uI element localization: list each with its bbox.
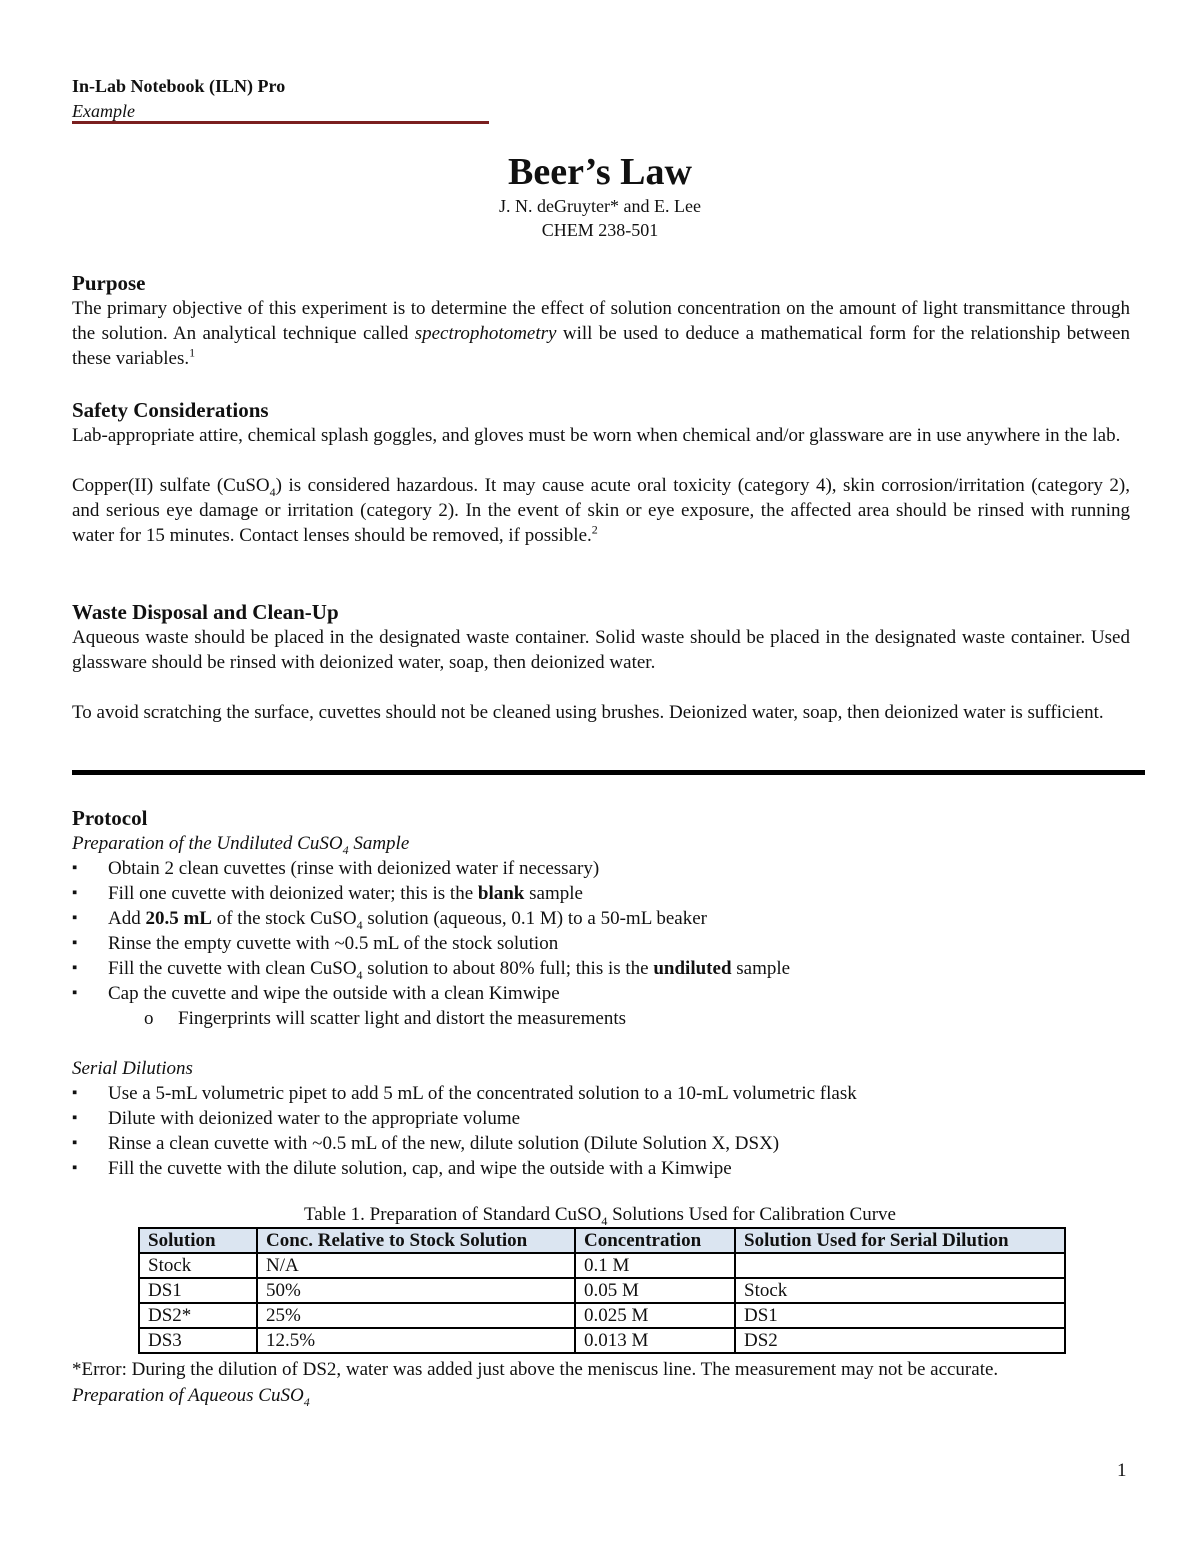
list-item: ▪ Dilute with deionized water to the appropriate volume (72, 1106, 1130, 1131)
notebook-title: In-Lab Notebook (ILN) Pro (72, 76, 286, 96)
document-title: Beer’s Law (508, 151, 692, 193)
table-cell: 0.05 M (575, 1278, 735, 1303)
list-item: ▪ Fill the cuvette with the dilute solution, cap, and wipe the outside with a Kimwipe (72, 1156, 1130, 1181)
table-cell: DS3 (139, 1328, 257, 1353)
column-header: Solution Used for Serial Dilution (735, 1228, 1065, 1253)
term-spectrophotometry: spectrophotometry (414, 323, 557, 344)
purpose-heading: Purpose (72, 271, 146, 295)
reference-1: 1 (189, 345, 196, 360)
table-cell: 0.025 M (575, 1303, 735, 1328)
table-row (139, 1253, 1065, 1278)
error-note: *Error: During the dilution of DS2, water was added just above the meniscus line. The measurement may not be accurate. (72, 1359, 999, 1380)
list-item: ▪ Fill one cuvette with deionized water; this is the blank sample (72, 881, 1130, 906)
table-cell: DS1 (735, 1303, 1065, 1328)
protocol-heading: Protocol (72, 806, 148, 830)
table-cell: 50% (257, 1278, 575, 1303)
list-item: ▪ Fill the cuvette with clean CuSO$_4$ solution to about 80% full; this is the undiluted sample (72, 956, 1130, 981)
document-course: CHEM 238-501 (541, 220, 659, 240)
safety-paragraph-2: Copper(II) sulfate (CuSO$_4$) is considered hazardous. It may cause acute oral toxicity (category 4), skin corrosion/irritation (category 2), and serious eye damage or irritation (category 2). In the event of skin or eye exposure, the affected area should be rinsed with running water for 15 minutes. Contact lenses should be removed, if possible.$^2$ (72, 475, 1130, 546)
table-row (139, 1278, 1065, 1303)
list-item: ▪ Add 20.5 mL of the stock CuSO$_4$ solution (aqueous, 0.1 M) to a 50-mL beaker (72, 906, 1130, 931)
table-row (139, 1328, 1065, 1353)
table-header-row (139, 1228, 1065, 1253)
serial-dilutions-subheading: Serial Dilutions (72, 1058, 193, 1079)
table-cell: DS2* (139, 1303, 257, 1328)
table-cell: 25% (257, 1303, 575, 1328)
serial-dilution-steps (72, 1081, 1130, 1181)
purpose-text: The primary objective of this experiment is to determine the effect of solution concentration on the amount of light transmittance through the solution. An analytical technique called spectrophotometry will be used to deduce a mathematical form for the relationship between these variables.$^1$ (72, 298, 1130, 369)
next-subheading: Preparation of Aqueous CuSO$_4$ (72, 1385, 310, 1409)
header-rule (72, 121, 489, 124)
document-authors: J. N. deGruyter* and E. Lee (499, 196, 701, 216)
column-header: Conc. Relative to Stock Solution (257, 1228, 575, 1253)
undiluted-steps (72, 856, 1130, 1006)
list-item: ▪ Cap the cuvette and wipe the outside with a clean Kimwipe (72, 981, 1130, 1006)
table-cell: DS2 (735, 1328, 1065, 1353)
undiluted-substeps (72, 1006, 1130, 1031)
waste-section (72, 599, 1130, 725)
table-cell (735, 1253, 1065, 1278)
table-row (139, 1303, 1065, 1328)
table-cell: N/A (257, 1253, 575, 1278)
list-item: o Fingerprints will scatter light and distort the measurements (72, 1006, 1130, 1031)
list-item: ▪ Obtain 2 clean cuvettes (rinse with deionized water if necessary) (72, 856, 1130, 881)
table-cell: Stock (735, 1278, 1065, 1303)
table-cell: 0.013 M (575, 1328, 735, 1353)
standards-table (138, 1227, 1066, 1354)
safety-paragraph-1: Lab-appropriate attire, chemical splash goggles, and gloves must be worn when chemical and/or glassware are in use anywhere in the lab. (72, 425, 1121, 446)
purpose-section (72, 270, 1130, 371)
table-cell: 0.1 M (575, 1253, 735, 1278)
column-header: Concentration (575, 1228, 735, 1253)
page-number: 1 (1117, 1460, 1127, 1481)
table-cell: Stock (139, 1253, 257, 1278)
notebook-subtitle: Example (72, 101, 135, 121)
list-item: ▪ Use a 5-mL volumetric pipet to add 5 mL of the concentrated solution to a 10-mL volumetric flask (72, 1081, 1130, 1106)
reference-2: 2 (591, 522, 598, 537)
protocol-section (72, 805, 1130, 1181)
waste-paragraph-1: Aqueous waste should be placed in the designated waste container. Solid waste should be placed in the designated waste container. Used glassware should be rinsed with deionized water, soap, then deionized water. (72, 627, 1130, 673)
table-cell: DS1 (139, 1278, 257, 1303)
table-caption: Table 1. Preparation of Standard CuSO$_4$ Solutions Used for Calibration Curve (303, 1204, 896, 1228)
undiluted-subheading: Preparation of the Undiluted CuSO$_4$ Sample (72, 833, 410, 857)
column-header: Solution (139, 1228, 257, 1253)
waste-paragraph-2: To avoid scratching the surface, cuvettes should not be cleaned using brushes. Deionized water, soap, then deionized water is sufficient. (72, 702, 1104, 723)
safety-section (72, 397, 1130, 548)
safety-heading: Safety Considerations (72, 398, 269, 422)
list-item: ▪ Rinse the empty cuvette with ~0.5 mL of the stock solution (72, 931, 1130, 956)
list-item: ▪ Rinse a clean cuvette with ~0.5 mL of the new, dilute solution (Dilute Solution X, DSX) (72, 1131, 1130, 1156)
waste-heading: Waste Disposal and Clean-Up (72, 600, 339, 624)
table-cell: 12.5% (257, 1328, 575, 1353)
section-divider (72, 770, 1145, 775)
